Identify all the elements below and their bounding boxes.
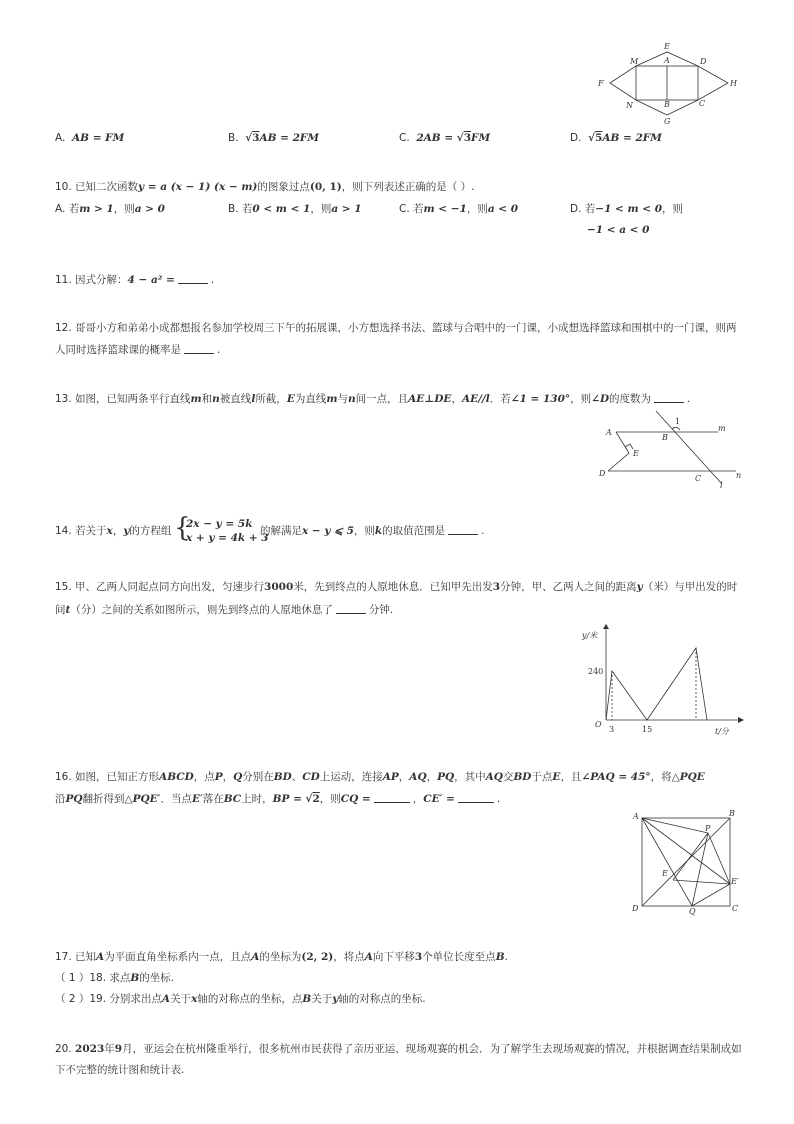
q13-label-1: 1 — [675, 417, 681, 426]
q15-chart — [578, 624, 744, 740]
q13-label-m: m — [718, 424, 726, 433]
q15-x-tick-15: 15 — [642, 725, 653, 734]
q13-label-b: B — [662, 433, 668, 442]
q9-label-f: F — [598, 79, 604, 88]
q10-option-d[interactable]: D. 若−1 < m < 0，则 — [570, 203, 684, 215]
q14-equation-2: x + y = 4k + 3 — [186, 532, 269, 544]
q9-label-h: H — [730, 79, 737, 88]
q10-option-b[interactable]: B. 若0 < m < 1，则a > 1 — [228, 203, 362, 215]
q16-label-d: D — [632, 904, 639, 913]
q15-answer-blank[interactable] — [336, 603, 366, 614]
q17-stem: 17. 已知A为平面直角坐标系内一点，且点A的坐标为(2, 2)，将点A向下平移3个单位长度至点B. — [55, 951, 508, 963]
q15-distance-line — [606, 648, 707, 720]
q20-line2: 下不完整的统计图和统计表. — [55, 1064, 185, 1076]
q16-segment-qe2 — [692, 884, 730, 906]
q15-y-axis-label: y/米 — [582, 631, 598, 640]
q13-label-a: A — [606, 428, 612, 437]
q16-line2: 沿PQ翻折得到△PQE′．当点E′落在BC上时，BP = √2，则CQ = ，CE′ = . — [55, 793, 501, 805]
q9-label-d: D — [700, 57, 707, 66]
q13-label-n: n — [736, 471, 742, 480]
q14-equation-1: 2x − y = 5k — [186, 518, 253, 530]
q10-option-a[interactable]: A. 若m > 1，则a > 0 — [55, 203, 165, 215]
q16-label-e-prime: E′ — [731, 877, 739, 886]
q15-x-tick-3: 3 — [609, 725, 615, 734]
q15-x-axis-label: t/分 — [715, 727, 729, 736]
q14-stem-a: 14. 若关于x，y的方程组 — [55, 525, 172, 537]
q15-y-tick-240: 240 — [588, 667, 604, 676]
q9-figure — [590, 40, 740, 130]
q14-answer-blank[interactable] — [448, 524, 478, 535]
q11-stem: 11. 因式分解：4 − a² = . — [55, 274, 215, 286]
q16-label-p: P — [705, 824, 711, 833]
q13-stem: 13. 如图，已知两条平行直线m和n被直线l所截，E为直线m与n间一点，且AE⊥DE，AE//l．若∠1 = 130°，则∠D的度数为 . — [55, 393, 691, 405]
q16-label-e: E — [662, 869, 668, 878]
q15-origin: O — [595, 720, 602, 729]
q13-label-c: C — [695, 474, 702, 483]
q9-label-m: M — [630, 57, 639, 66]
q9-option-c[interactable]: C. 2AB = √3FM — [399, 132, 491, 144]
q14-brace: { — [174, 513, 191, 543]
q17-sub1: （ 1 ）18. 求点B的坐标. — [55, 972, 175, 984]
q16-segment-e-e2 — [673, 880, 730, 884]
q10-option-c[interactable]: C. 若m < −1，则a < 0 — [399, 203, 519, 215]
q15-x-arrow — [738, 717, 744, 723]
q10-stem: 10. 已知二次函数y = a (x − 1) (x − m)的图象过点(0, 1)，则下列表述正确的是（ ）. — [55, 181, 475, 193]
q11-answer-blank[interactable] — [178, 273, 208, 284]
q9-label-g: G — [664, 117, 671, 126]
q16-label-b: B — [729, 809, 735, 818]
q13-answer-blank[interactable] — [654, 392, 684, 403]
q15-y-arrow — [603, 624, 609, 629]
q12-answer-blank[interactable] — [184, 343, 214, 354]
q9-option-a[interactable]: A. AB = FM — [55, 132, 125, 144]
q15-line1: 15. 甲、乙两人同起点同方向出发，匀速步行3000米，先到终点的人原地休息．已知甲先出发3分钟，甲、乙两人之间的距离y（米）与甲出发的时 — [55, 581, 738, 593]
q12-line1: 12. 哥哥小方和弟弟小成都想报名参加学校周三下午的拓展课，小方想选择书法、篮球与合唱中的一门课，小成想选择篮球和围棋中的一门课，则两 — [55, 322, 737, 334]
q13-label-d: D — [599, 469, 606, 478]
q15-line2: 间t（分）之间的关系如图所示，则先到终点的人原地休息了 分钟. — [55, 604, 394, 616]
q13-label-l: l — [720, 481, 723, 490]
q14-stem-b: 的解满足x − y ⩽ 5，则k的取值范围是 . — [260, 525, 485, 537]
q13-polyline-aed — [608, 432, 629, 471]
q16-label-c: C — [732, 904, 739, 913]
q16-figure — [628, 808, 742, 916]
q9-label-b: B — [664, 100, 670, 109]
q10-option-d-cont: −1 < a < 0 — [587, 224, 650, 236]
q13-figure — [596, 408, 744, 490]
q16-ce-blank[interactable] — [458, 792, 494, 803]
q9-label-a: A — [664, 56, 670, 65]
q13-line-l — [656, 411, 722, 484]
q9-label-e: E — [664, 42, 670, 51]
q9-label-n: N — [626, 101, 633, 110]
q9-label-c: C — [699, 99, 706, 108]
q13-label-e: E — [633, 449, 639, 458]
q16-label-q: Q — [689, 907, 696, 916]
q12-line2: 人同时选择篮球课的概率是 . — [55, 344, 221, 356]
q16-cq-blank[interactable] — [374, 792, 410, 803]
q20-line1: 20. 2023年9月，亚运会在杭州隆重举行，很多杭州市民获得了亲历亚运、现场观赛的机会．为了解学生去现场观赛的情况，并根据调查结果制成如 — [55, 1043, 742, 1055]
q16-label-a: A — [633, 812, 639, 821]
q16-segment-aq — [642, 818, 692, 906]
q9-option-b[interactable]: B. √3AB = 2FM — [228, 132, 319, 144]
q17-sub2: （ 2 ）19. 分别求出点A关于x轴的对称点的坐标，点B关于y轴的对称点的坐标. — [55, 993, 426, 1005]
q16-line1: 16. 如图，已知正方形ABCD，点P，Q分别在BD、CD上运动，连接AP，AQ，PQ，其中AQ交BD于点E，且∠PAQ = 45°，将△PQE — [55, 771, 705, 783]
q9-option-d[interactable]: D. √5AB = 2FM — [570, 132, 662, 144]
q16-segment-pe2 — [708, 833, 730, 884]
